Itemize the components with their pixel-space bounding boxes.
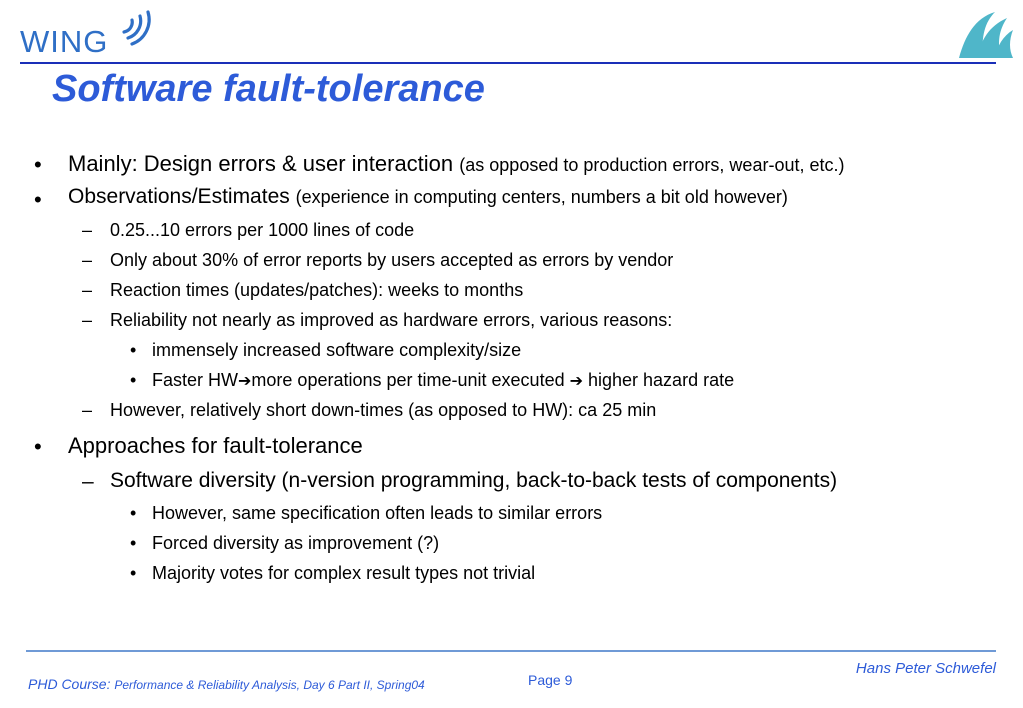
sub-sub-bullet-faster-hw bbox=[152, 370, 734, 391]
bullet-main-text: Observations/Estimates bbox=[68, 185, 290, 208]
more-operations-text: more operations per time-unit executed bbox=[251, 370, 570, 390]
hazard-rate-text: higher hazard rate bbox=[583, 370, 735, 390]
course-label: PHD Course: bbox=[28, 676, 111, 692]
bullet-note: (experience in computing centers, numbers a bit old however) bbox=[295, 187, 788, 207]
footer-course bbox=[28, 676, 425, 692]
course-detail: Performance & Reliability Analysis, Day 6 Part II, Spring04 bbox=[114, 678, 425, 692]
bullet-marker: • bbox=[130, 340, 137, 360]
bullet-approaches: Approaches for fault-tolerance bbox=[68, 433, 363, 458]
bullet-marker: • bbox=[130, 370, 137, 390]
logo-text: WING bbox=[20, 24, 109, 59]
right-arrow-icon: ➔ bbox=[569, 371, 583, 390]
dash-marker: – bbox=[82, 280, 93, 300]
author-name: Hans Peter Schwefel bbox=[855, 660, 996, 677]
sub-bullet-software-diversity: Software diversity (n-version programming, back-to-back tests of components) bbox=[110, 469, 838, 492]
dash-marker: – bbox=[82, 310, 93, 330]
dash-marker: – bbox=[82, 400, 93, 420]
sub-sub-bullet-majority-votes: Majority votes for complex result types not trivial bbox=[152, 563, 536, 583]
sub-sub-bullet-same-specification: However, same specification often leads to similar errors bbox=[152, 503, 603, 523]
sub-bullet-errors-per-loc: 0.25...10 errors per 1000 lines of code bbox=[110, 220, 415, 240]
bullet-marker: • bbox=[130, 563, 137, 583]
page-number: Page 9 bbox=[528, 672, 573, 688]
sub-bullet-error-reports: Only about 30% of error reports by users accepted as errors by vendor bbox=[110, 250, 674, 270]
dash-marker: – bbox=[82, 250, 93, 270]
header-rule bbox=[20, 62, 996, 64]
bullet-marker: • bbox=[130, 503, 137, 523]
footer-rule bbox=[26, 650, 996, 652]
bullet-design-errors bbox=[68, 151, 844, 177]
sub-bullet-reaction-times: Reaction times (updates/patches): weeks to months bbox=[110, 280, 524, 300]
sub-bullet-reliability: Reliability not nearly as improved as hardware errors, various reasons: bbox=[110, 310, 673, 330]
bullet-observations bbox=[68, 185, 788, 209]
bullet-note: (as opposed to production errors, wear-out, etc.) bbox=[459, 155, 845, 175]
sub-bullet-down-times: However, relatively short down-times (as opposed to HW): ca 25 min bbox=[110, 400, 657, 420]
bullet-marker: • bbox=[34, 187, 42, 212]
right-arrow-icon: ➔ bbox=[238, 371, 252, 390]
sub-sub-bullet-complexity: immensely increased software complexity/size bbox=[152, 340, 522, 360]
slide-title: Software fault-tolerance bbox=[52, 68, 485, 110]
faster-hw-text: Faster HW bbox=[152, 370, 239, 390]
bullet-marker: • bbox=[130, 533, 137, 553]
bullet-main-text: Mainly: Design errors & user interaction bbox=[68, 151, 454, 176]
bullet-marker: • bbox=[34, 434, 42, 459]
dash-marker: – bbox=[82, 220, 93, 240]
bullet-marker: • bbox=[34, 152, 42, 177]
dash-marker: – bbox=[82, 470, 94, 493]
sub-sub-bullet-forced-diversity: Forced diversity as improvement (?) bbox=[152, 533, 440, 553]
wave-logo-icon bbox=[955, 6, 1015, 60]
wing-logo bbox=[20, 2, 160, 60]
